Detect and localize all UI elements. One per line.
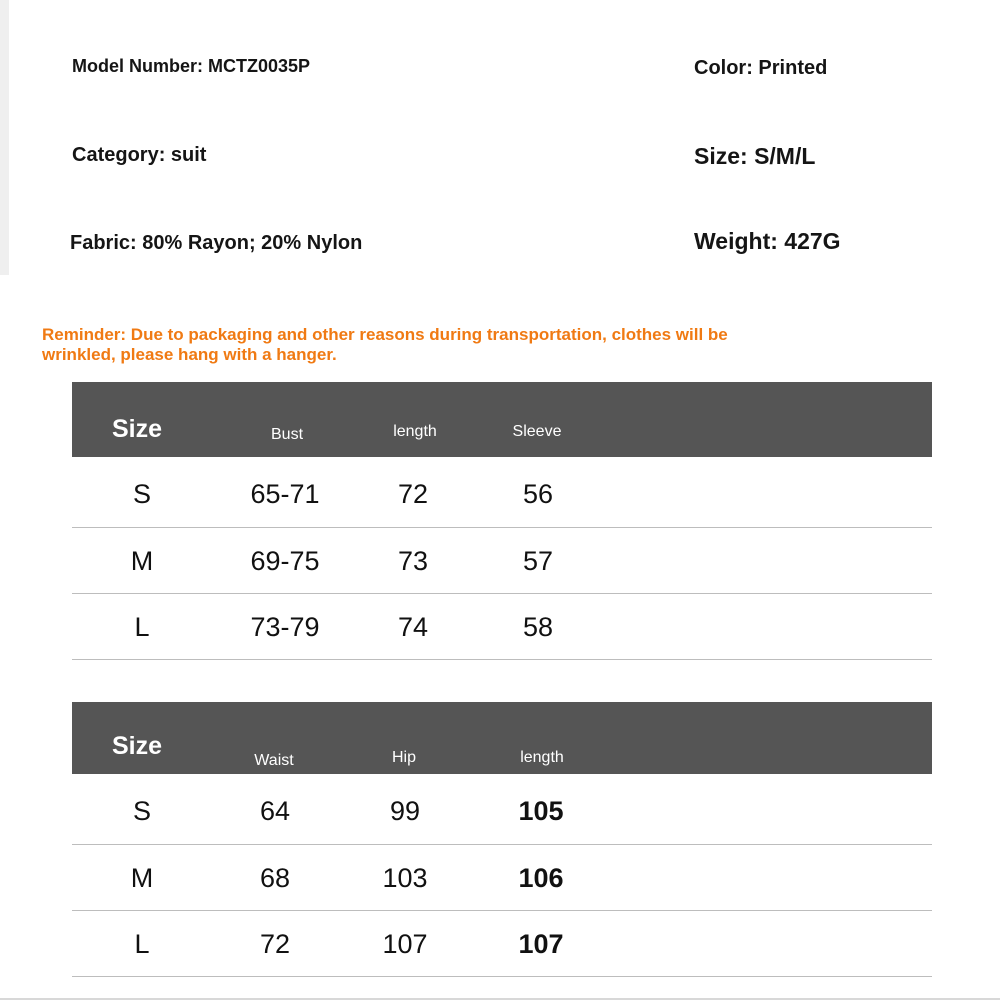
cell-sleeve: 56: [522, 479, 554, 509]
header-hip: Hip: [391, 749, 417, 766]
cell-length: 72: [397, 479, 429, 509]
cell-size: L: [134, 612, 150, 642]
cell-length: 74: [397, 612, 429, 642]
cell-length: 105: [518, 796, 564, 826]
cell-bust: 69-75: [250, 546, 320, 576]
cell-length: 106: [518, 863, 564, 893]
table-row: [72, 594, 932, 660]
cell-size: M: [130, 546, 154, 576]
cell-size: L: [134, 929, 150, 959]
table-row: [72, 457, 932, 528]
table-row: [72, 911, 932, 977]
cell-waist: 64: [259, 796, 291, 826]
size-table-top: [72, 382, 932, 660]
table-row: [72, 845, 932, 911]
weight-spec: Weight: 427G: [694, 228, 841, 254]
table-row: [72, 528, 932, 594]
header-length: length: [393, 423, 437, 440]
table-header: [72, 702, 932, 774]
size-spec: Size: S/M/L: [694, 143, 816, 169]
fabric-spec: Fabric: 80% Rayon; 20% Nylon: [70, 232, 363, 254]
cell-length: 107: [518, 929, 564, 959]
reminder-note: Reminder: Due to packaging and other reasons during transportation, clothes will be wrinkled, please hang with a hanger.: [42, 325, 728, 364]
cell-bust: 73-79: [250, 612, 320, 642]
left-edge-rule: [0, 0, 9, 275]
table-row: [72, 774, 932, 845]
cell-sleeve: 57: [522, 546, 554, 576]
header-length: length: [520, 749, 564, 766]
size-table-bottom: [72, 702, 932, 977]
header-bust: Bust: [270, 426, 304, 443]
cell-size: M: [130, 863, 154, 893]
header-size: Size: [112, 415, 163, 443]
table-header: [72, 382, 932, 457]
cell-size: S: [132, 479, 152, 509]
category-spec: Category: suit: [72, 144, 207, 166]
header-waist: Waist: [254, 752, 294, 769]
cell-waist: 72: [259, 929, 291, 959]
cell-hip: 103: [382, 863, 428, 893]
color-spec: Color: Printed: [694, 57, 828, 79]
cell-size: S: [132, 796, 152, 826]
model-number: Model Number: MCTZ0035P: [72, 56, 311, 76]
cell-hip: 99: [389, 796, 421, 826]
cell-sleeve: 58: [522, 612, 554, 642]
header-sleeve: Sleeve: [512, 423, 562, 440]
cell-hip: 107: [382, 929, 428, 959]
cell-waist: 68: [259, 863, 291, 893]
cell-length: 73: [397, 546, 429, 576]
cell-bust: 65-71: [250, 479, 320, 509]
header-size: Size: [112, 732, 163, 760]
